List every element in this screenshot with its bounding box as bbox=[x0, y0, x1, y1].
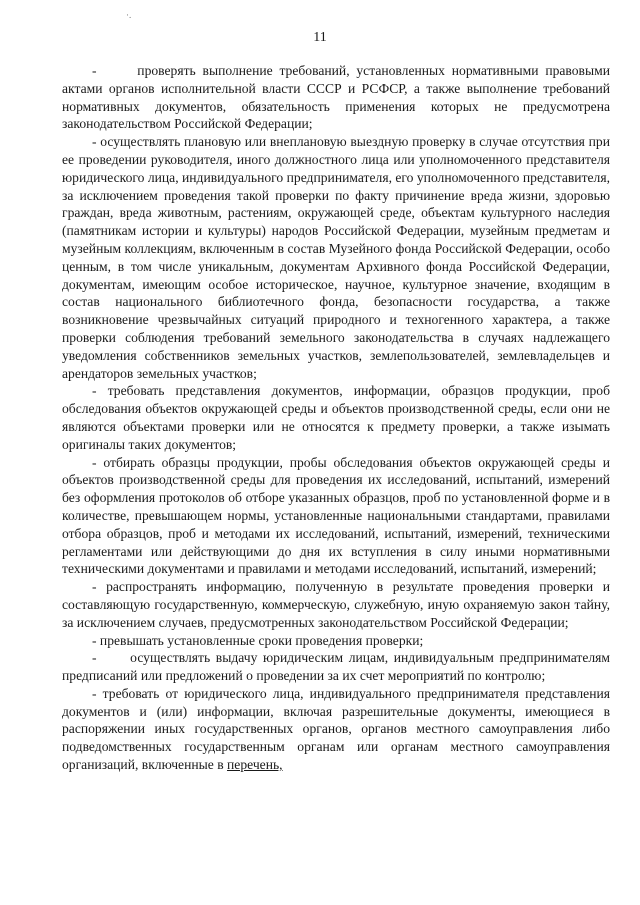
list-link[interactable]: перечень, bbox=[227, 757, 283, 773]
paragraph-issue-orders bbox=[62, 649, 610, 685]
paragraph-text: - проверять выполнение требований, установленных нормативными правовыми актами органов исполнительной власти СССР и РСФСР, а также выполнение требований нормативных документов, обязательность применения которых не предусмотрена законодательством Российской Федерации; bbox=[62, 63, 610, 132]
body-text bbox=[62, 62, 610, 774]
paragraph-text: - распространять информацию, полученную в результате проведения проверки и составляющую государственную, коммерческую, служебную, иную охраняемую закон тайну, за исключением случаев, предусмотренных законодательством Российской Федерации; bbox=[62, 579, 610, 630]
paragraph-text: - требовать представления документов, информации, образцов продукции, проб обследования объектов окружающей среды и объектов производственной среды, если они не являются объектами проверки или не относятся к предмету проверки, а также изымать оригиналы таких документов; bbox=[62, 383, 610, 452]
paragraph-take-samples bbox=[62, 454, 610, 579]
paragraph-text: - требовать от юридического лица, индивидуального предпринимателя представления документов и (или) информации, включая разрешительные документы, имеющиеся в распоряжении иных государственных органов, органов местного самоуправления либо подведомственных государственным органам или органам местного самоуправления организаций, включенные в bbox=[62, 685, 610, 773]
paragraph-disclose-information bbox=[62, 578, 610, 631]
scan-mark: ·. bbox=[126, 10, 132, 20]
paragraph-demand-documents bbox=[62, 382, 610, 453]
paragraph-exceed-deadlines bbox=[62, 632, 610, 650]
paragraph-require-from-entity bbox=[62, 685, 610, 774]
paragraph-text: - осуществлять выдачу юридическим лицам, индивидуальным предпринимателям предписаний или предложений о проведении за их счет мероприятий по контролю; bbox=[62, 650, 610, 684]
paragraph-text: - отбирать образцы продукции, пробы обследования объектов окружающей среды и объектов производственной среды для проведения их исследований, испытаний, измерений без оформления протоколов об отборе указанных образцов, проб по установленной форме и в количестве, превышающем нормы, установленные национальными стандартами, правилами отбора образцов, проб и методами их исследований, испытаний, измерений, техническими регламентами или действующими до дня их вступления в силу иными нормативными техническими документами и правилами и методами исследований, испытаний, измерений; bbox=[62, 454, 610, 577]
paragraph-verify-requirements bbox=[62, 62, 610, 133]
paragraph-text: - осуществлять плановую или внеплановую выездную проверку в случае отсутствия при ее проведении руководителя, иного должностного лица или уполномоченного представителя юридического лица, индивидуального предпринимателя, его уполномоченного представителя, за исключением проведения такой проверки по факту причинение вреда жизни, здоровью граждан, вреда животным, растениям, окружающей среде, объектам культурного наследия (памятникам истории и культуры) народов Российской Федерации, музейным предметам и музейным коллекциям, включенным в состав Музейного фонда Российской Федерации, особо ценным, в том числе уникальным, документам Архивного фонда Российской Федерации, документам, имеющим особое историческое, научное, культурное значение, входящим в состав национального библиотечного фонда, безопасности государства, а также возникновение чрезвычайных ситуаций природного и техногенного характера, а также проверки соблюдения требований земельного законодательства в случаях надлежащего уведомления собственников земельных участков, землепользователей, землевладельцев и арендаторов земельных участков; bbox=[62, 134, 610, 381]
paragraph-text: - превышать установленные сроки проведения проверки; bbox=[92, 632, 424, 648]
paragraph-onsite-inspection bbox=[62, 133, 610, 382]
page-number: 11 bbox=[313, 30, 327, 45]
